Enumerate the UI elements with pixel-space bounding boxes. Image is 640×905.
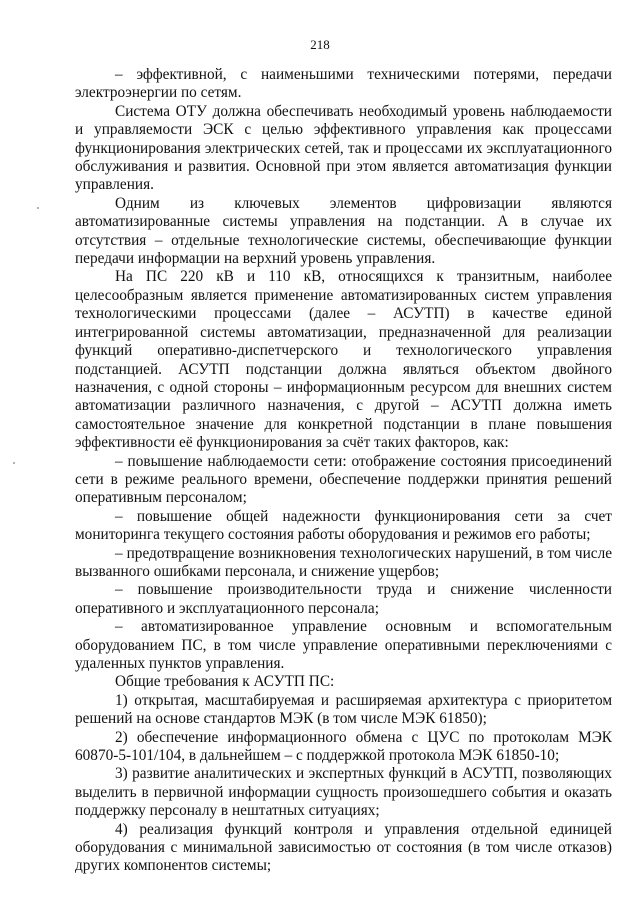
- scan-speck: [37, 207, 39, 209]
- paragraph-asutp-definition: На ПС 220 кВ и 110 кВ, относящихся к транзитным, наиболее целесообразным является применение автоматизированных систем управления технологическими процессами (далее – АСУТП) в качестве единой интегрированной системы автоматизации, предназначенной для реализации функций оперативно-диспетчерского и технологического управления подстанцией. АСУТП подстанции должна являться объектом двойного назначения, с одной стороны – информационным ресурсом для внешних систем автоматизации различного назначения, с другой – АСУТП должна иметь самостоятельное значение для конкретной подстанции в плане повышения эффективности её функционирования за счёт таких факторов, как:: [75, 268, 612, 452]
- requirement-2: 2) обеспечение информационного обмена с ЦУС по протоколам МЭК 60870-5-101/104, в дальнейшем – с поддержкой протокола МЭК 61850-10;: [75, 728, 612, 765]
- requirement-1: 1) открытая, масштабируемая и расширяемая архитектура с приоритетом решений на основе стандартов МЭК (в том числе МЭК 61850);: [75, 691, 612, 728]
- paragraph-otu-system: Система ОТУ должна обеспечивать необходимый уровень наблюдаемости и управляемости ЭСК с целью эффективного управления как процессами функционирования электрических сетей, так и процессами их эксплуатационного обслуживания и развития. Основной при этом является автоматизация функции управления.: [75, 102, 612, 194]
- list-item-observability: – повышение наблюдаемости сети: отображение состояния присоединений сети в режиме реального времени, обеспечение поддержки принятия решений оперативным персоналом;: [75, 452, 612, 507]
- list-item-prevention: – предотвращение возникновения технологических нарушений, в том числе вызванного ошибками персонала, и снижение ущербов;: [75, 544, 612, 580]
- list-item-automated-control: – автоматизированное управление основным и вспомогательным оборудованием ПС, в том числе управление оперативными переключениями с удаленных пунктов управления.: [75, 618, 612, 672]
- requirements-heading: Общие требования к АСУТП ПС:: [115, 673, 335, 691]
- requirement-4: 4) реализация функций контроля и управления отдельной единицей оборудования с минимальной зависимостью от состояния (в том числе отказов) других компонентов системы;: [75, 820, 612, 875]
- list-item-reliability: – повышение общей надежности функционирования сети за счет мониторинга текущего состояния работы оборудования и режимов его работы;: [75, 507, 612, 544]
- list-item-productivity: – повышение производительности труда и снижение численности оперативного и эксплуатационного персонала;: [75, 581, 612, 617]
- paragraph-digitalization: Одним из ключевых элементов цифровизации являются автоматизированные системы управления на подстанции. А в случае их отсутствия – отдельные технологические системы, обеспечивающие функции передачи информации на верхний уровень управления.: [75, 194, 612, 268]
- scan-speck: [13, 462, 15, 464]
- page-number: 218: [310, 37, 330, 52]
- requirement-3: 3) развитие аналитических и экспертных функций в АСУТП, позволяющих выделить в первичной информации сущность произошедшего события и оказать поддержку персоналу в нештатных ситуациях;: [75, 765, 612, 820]
- paragraph-continuation-efficiency: – эффективной, с наименьшими техническими потерями, передачи электроэнергии по сетям.: [75, 66, 612, 102]
- document-body: [75, 66, 612, 876]
